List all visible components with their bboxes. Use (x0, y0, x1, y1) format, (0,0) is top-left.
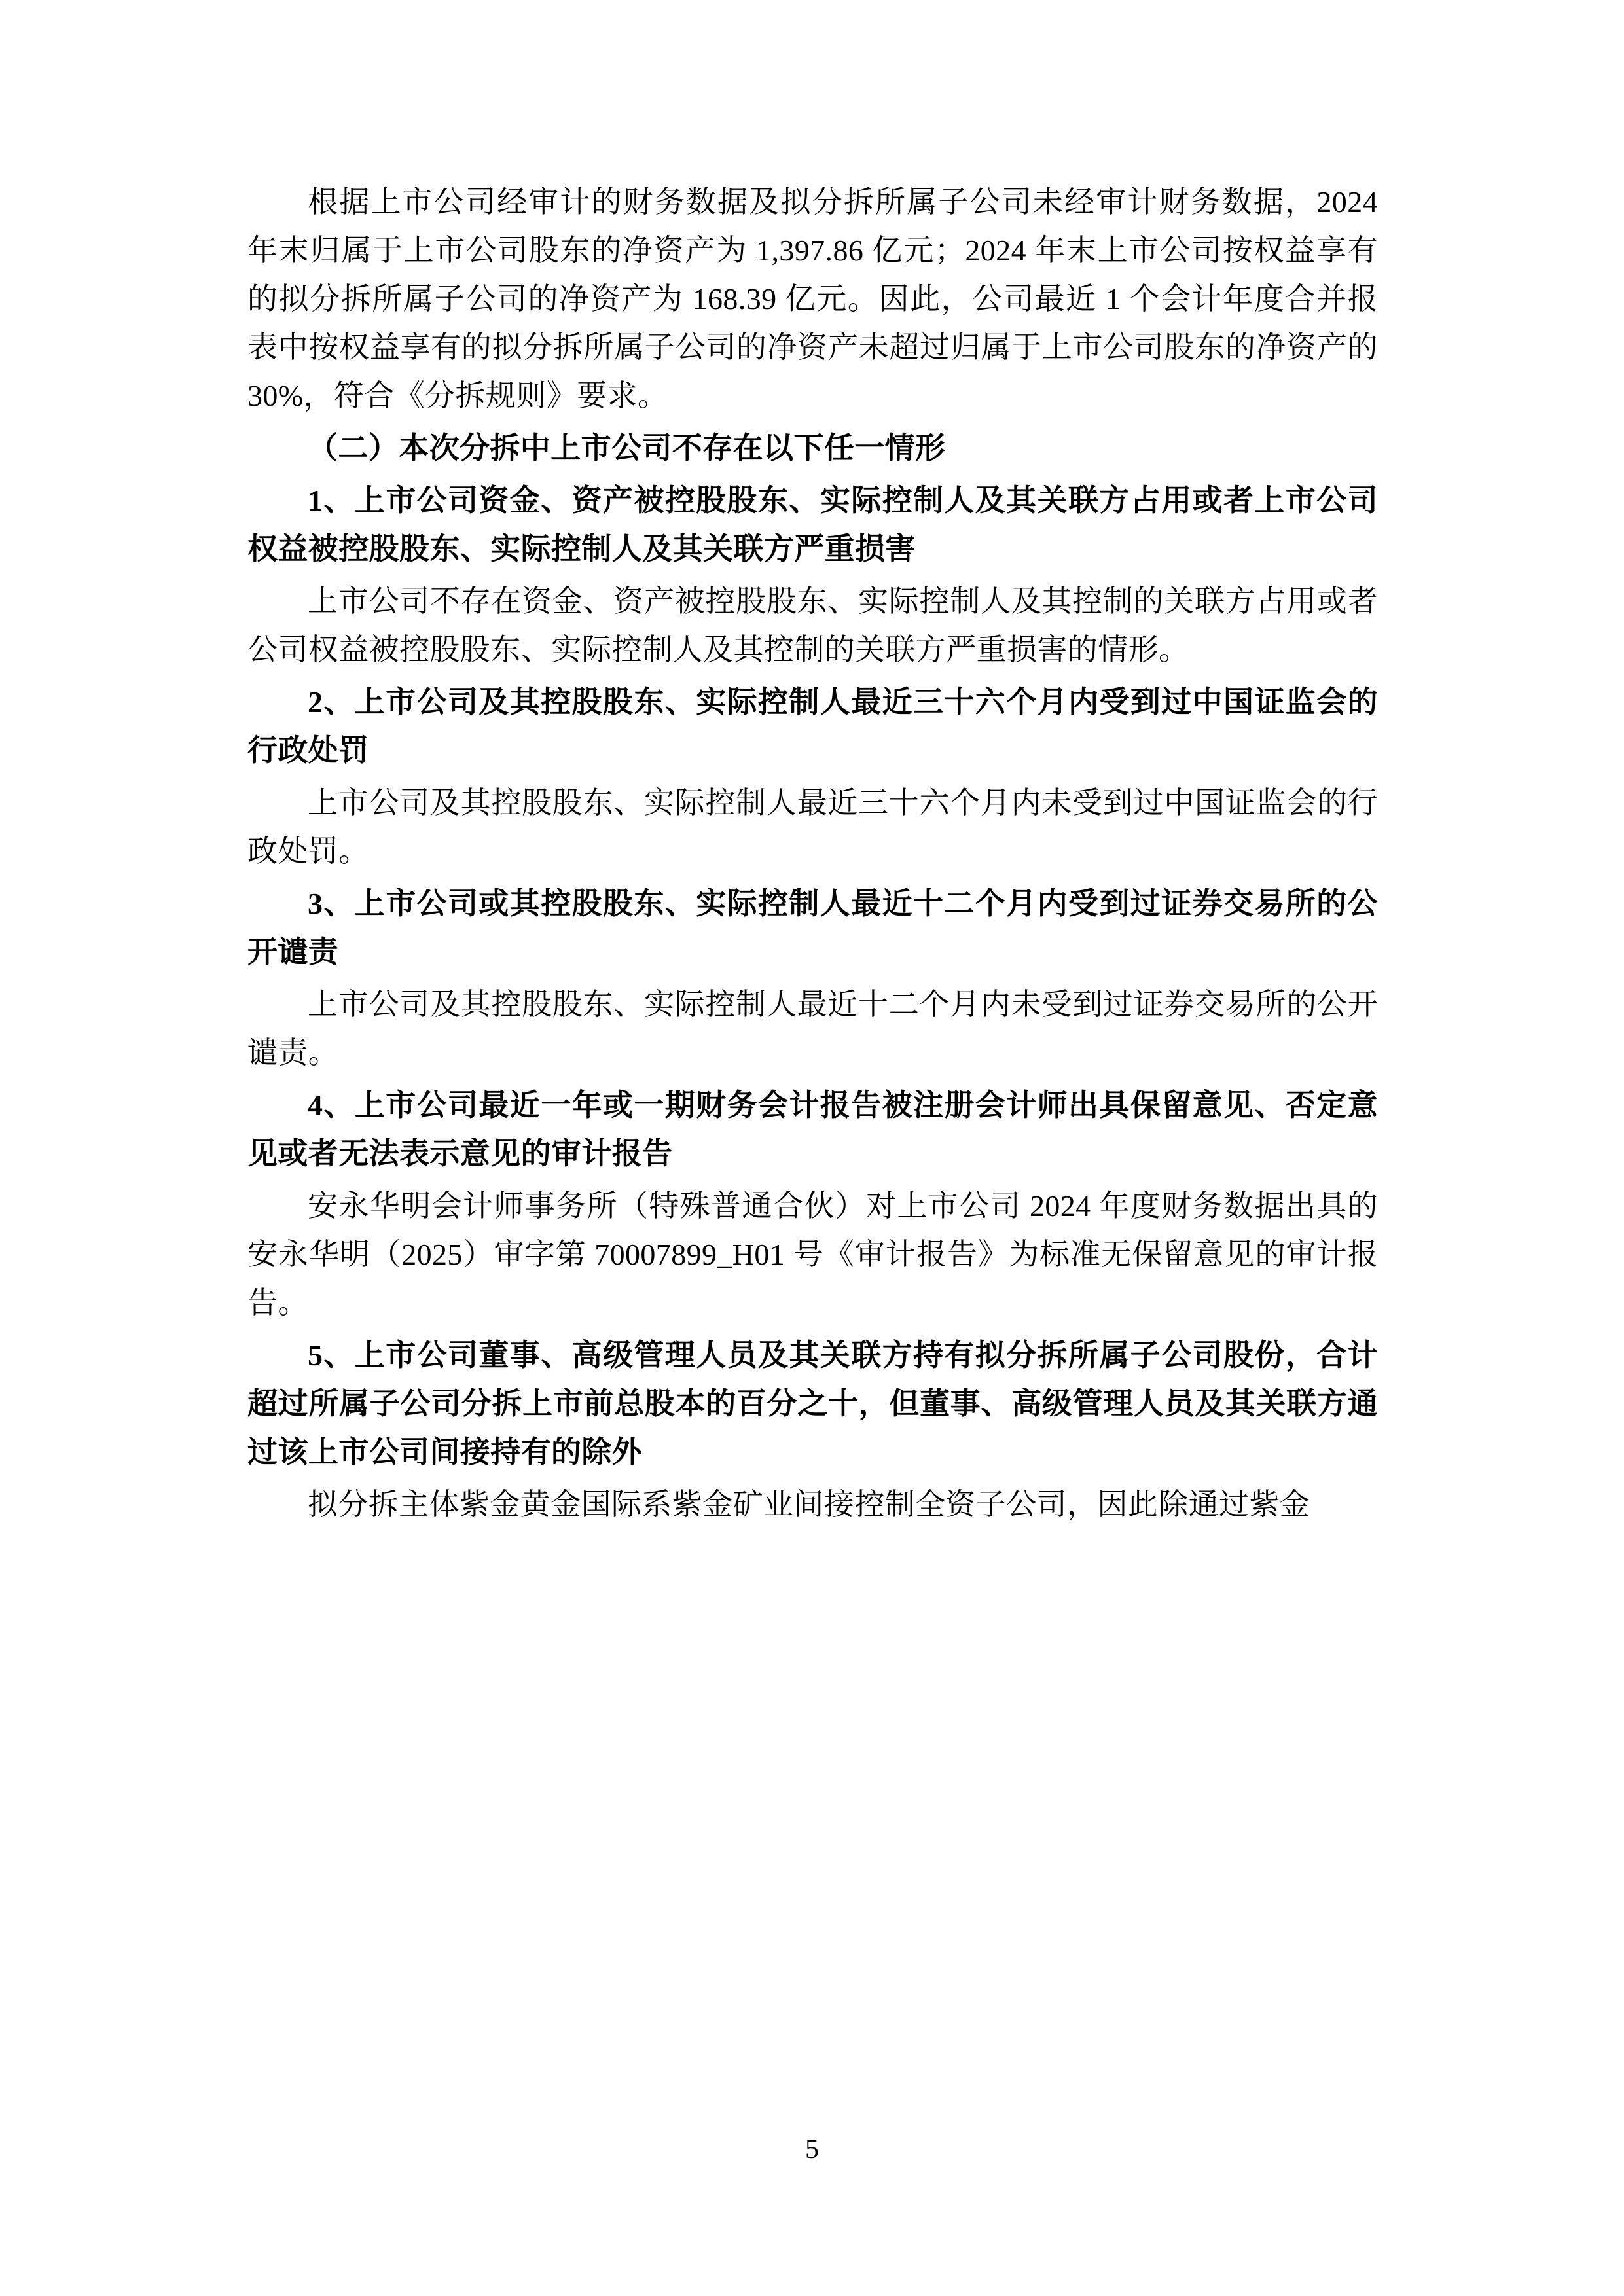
item-4-heading: 4、上市公司最近一年或一期财务会计报告被注册会计师出具保留意见、否定意见或者无法表示意见的审计报告 (247, 1088, 1378, 1170)
item-3-body: 上市公司及其控股股东、实际控制人最近十二个月内未受到过证券交易所的公开谴责。 (247, 988, 1378, 1069)
item-1-body: 上市公司不存在资金、资产被控股股东、实际控制人及其控制的关联方占用或者公司权益被控股股东、实际控制人及其控制的关联方严重损害的情形。 (247, 584, 1378, 666)
page-number-footer: 5 (805, 2134, 819, 2164)
item-2-heading: 2、上市公司及其控股股东、实际控制人最近三十六个月内受到过中国证监会的行政处罚 (247, 685, 1378, 767)
item-5-body: 拟分拆主体紫金黄金国际系紫金矿业间接控制全资子公司，因此除通过紫金 (308, 1488, 1310, 1521)
page-body-text (247, 178, 1378, 1533)
item-5-heading: 5、上市公司董事、高级管理人员及其关联方持有拟分拆所属子公司股份，合计超过所属子公司分拆上市前总股本的百分之十，但董事、高级管理人员及其关联方通过该上市公司间接持有的除外 (247, 1338, 1378, 1469)
section-heading-two: （二）本次分拆中上市公司不存在以下任一情形 (308, 431, 946, 465)
item-1-heading: 1、上市公司资金、资产被控股股东、实际控制人及其关联方占用或者上市公司权益被控股股东、实际控制人及其关联方严重损害 (247, 484, 1378, 565)
item-3-heading: 3、上市公司或其控股股东、实际控制人最近十二个月内受到过证券交易所的公开谴责 (247, 887, 1378, 969)
item-4-body: 安永华明会计师事务所（特殊普通合伙）对上市公司 2024 年度财务数据出具的安永华明（2025）审字第 70007899_H01 号《审计报告》为标准无保留意见的审计报告。 (247, 1189, 1378, 1319)
item-2-body: 上市公司及其控股股东、实际控制人最近三十六个月内未受到过中国证监会的行政处罚。 (247, 786, 1378, 868)
intro-paragraph: 根据上市公司经审计的财务数据及拟分拆所属子公司未经审计财务数据，2024 年末归属于上市公司股东的净资产为 1,397.86 亿元；2024 年末上市公司按权益享有的拟分拆所属子公司的净资产为 168.39 亿元。因此，公司最近 1 个会计年度合并报表中按权益享有的拟分拆所属子公司的净资产未超过归属于上市公司股东的净资产的 30%，符合《分拆规则》要求。 (247, 185, 1378, 412)
